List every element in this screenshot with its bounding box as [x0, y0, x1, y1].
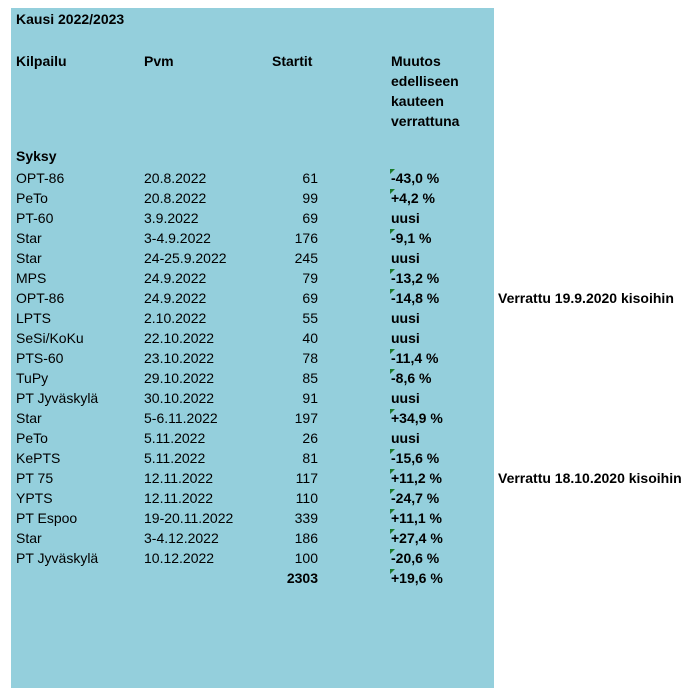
cell-competition: MPS [16, 270, 47, 286]
header-date: Pvm [144, 53, 174, 69]
cell-competition: SeSi/KoKu [16, 330, 84, 346]
table-row [0, 468, 699, 488]
table-row [0, 288, 699, 308]
cell-starts: 85 [302, 370, 318, 386]
table-row [0, 228, 699, 248]
cell-date: 22.10.2022 [144, 330, 215, 346]
cell-change: -8,6 % [391, 370, 432, 386]
cell-change: -14,8 % [391, 290, 440, 306]
total-row [0, 568, 699, 588]
table-row [0, 388, 699, 408]
cell-starts: 61 [302, 170, 318, 186]
cell-starts: 91 [302, 390, 318, 406]
total-starts: 2303 [286, 570, 318, 586]
table-row [0, 428, 699, 448]
cell-starts: 186 [294, 530, 318, 546]
cell-starts: 69 [302, 290, 318, 306]
cell-change: +4,2 % [391, 190, 435, 206]
cell-competition: KePTS [16, 450, 61, 466]
cell-starts: 339 [294, 510, 318, 526]
cell-date: 3.9.2022 [144, 210, 199, 226]
cell-starts: 197 [294, 410, 318, 426]
cell-competition: PTS-60 [16, 350, 64, 366]
cell-starts: 26 [302, 430, 318, 446]
header-change-line: Muutos [391, 53, 441, 69]
cell-starts: 117 [295, 470, 318, 486]
cell-change: uusi [391, 330, 420, 346]
cell-competition: LPTS [16, 310, 52, 326]
cell-date: 10.12.2022 [144, 550, 215, 566]
cell-date: 3-4.12.2022 [144, 530, 219, 546]
cell-date: 29.10.2022 [144, 370, 215, 386]
cell-competition: OPT-86 [16, 290, 65, 306]
cell-competition: PeTo [16, 190, 48, 206]
cell-change: +11,1 % [391, 510, 442, 526]
cell-change: -20,6 % [391, 550, 440, 566]
header-starts: Startit [272, 53, 313, 69]
cell-date: 19-20.11.2022 [144, 510, 234, 526]
cell-date: 24-25.9.2022 [144, 250, 227, 266]
cell-competition: OPT-86 [16, 170, 65, 186]
table-row [0, 168, 699, 188]
cell-competition: Star [16, 530, 42, 546]
table-row [0, 188, 699, 208]
cell-competition: PT Jyväskylä [16, 550, 99, 566]
cell-change: +27,4 % [391, 530, 443, 546]
table-row [0, 548, 699, 568]
season-title: Kausi 2022/2023 [16, 11, 125, 27]
total-change: +19,6 % [391, 570, 443, 586]
cell-date: 5.11.2022 [144, 450, 206, 466]
cell-date: 3-4.9.2022 [144, 230, 211, 246]
cell-change: +34,9 % [391, 410, 443, 426]
cell-date: 12.11.2022 [144, 490, 214, 506]
table-row [0, 408, 699, 428]
cell-starts: 99 [302, 190, 318, 206]
table-row [0, 448, 699, 468]
cell-starts: 55 [302, 310, 318, 326]
cell-competition: PT-60 [16, 210, 54, 226]
cell-competition: PT Espoo [16, 510, 78, 526]
header-change-line: kauteen [391, 93, 444, 109]
cell-change: -43,0 % [391, 170, 440, 186]
section-label: Syksy [16, 148, 57, 164]
cell-competition: TuPy [16, 370, 49, 386]
cell-competition: Star [16, 250, 42, 266]
table-row [0, 508, 699, 528]
header-competition: Kilpailu [16, 53, 67, 69]
cell-change: -9,1 % [391, 230, 432, 246]
cell-starts: 40 [302, 330, 318, 346]
table-row [0, 248, 699, 268]
cell-starts: 110 [295, 490, 318, 506]
table-row [0, 208, 699, 228]
cell-competition: PT 75 [16, 470, 54, 486]
cell-competition: PT Jyväskylä [16, 390, 99, 406]
cell-starts: 79 [302, 270, 318, 286]
cell-change: -15,6 % [391, 450, 440, 466]
cell-date: 24.9.2022 [144, 270, 207, 286]
table-row [0, 308, 699, 328]
cell-date: 24.9.2022 [144, 290, 207, 306]
cell-change: uusi [391, 210, 420, 226]
table-row [0, 368, 699, 388]
cell-date: 5.11.2022 [144, 430, 206, 446]
cell-date: 20.8.2022 [144, 170, 207, 186]
cell-date: 20.8.2022 [144, 190, 207, 206]
cell-starts: 78 [302, 350, 318, 366]
cell-starts: 176 [294, 230, 318, 246]
cell-change: +11,2 % [391, 470, 442, 486]
table-row [0, 268, 699, 288]
cell-competition: Star [16, 410, 42, 426]
cell-competition: Star [16, 230, 42, 246]
cell-competition: PeTo [16, 430, 48, 446]
header-change-line: edelliseen [391, 73, 459, 89]
cell-date: 5-6.11.2022 [144, 410, 218, 426]
cell-change: -11,4 % [391, 350, 439, 366]
table-row [0, 488, 699, 508]
cell-date: 30.10.2022 [144, 390, 215, 406]
table-row [0, 328, 699, 348]
cell-change: uusi [391, 390, 420, 406]
cell-starts: 245 [294, 250, 318, 266]
cell-date: 12.11.2022 [144, 470, 214, 486]
cell-starts: 81 [302, 450, 318, 466]
table-row [0, 528, 699, 548]
cell-starts: 69 [302, 210, 318, 226]
cell-competition: YPTS [16, 490, 53, 506]
cell-note: Verrattu 19.9.2020 kisoihin [498, 290, 674, 306]
cell-change: uusi [391, 310, 420, 326]
header-change [391, 51, 481, 131]
cell-date: 23.10.2022 [144, 350, 215, 366]
cell-date: 2.10.2022 [144, 310, 207, 326]
cell-change: -13,2 % [391, 270, 440, 286]
cell-starts: 100 [294, 550, 318, 566]
cell-change: uusi [391, 250, 420, 266]
cell-note: Verrattu 18.10.2020 kisoihin [498, 470, 682, 486]
cell-change: uusi [391, 430, 420, 446]
header-change-line: verrattuna [391, 113, 460, 129]
table-row [0, 348, 699, 368]
cell-change: -24,7 % [391, 490, 440, 506]
